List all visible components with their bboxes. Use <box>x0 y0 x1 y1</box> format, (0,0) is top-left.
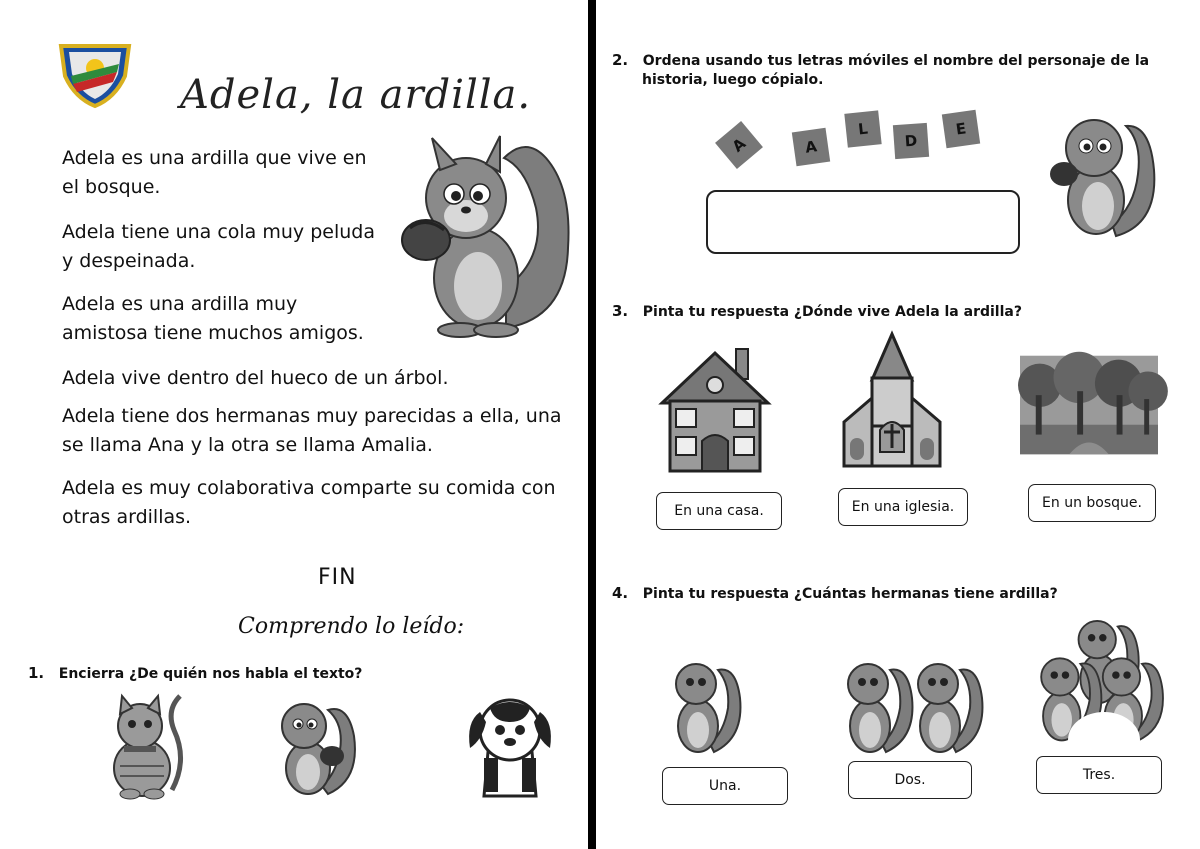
letter-tile[interactable]: E <box>942 110 980 148</box>
story-paragraph-2: Adela tiene una cola muy peluda y despeinada. <box>62 221 375 272</box>
two-squirrels-illustration[interactable] <box>836 648 986 758</box>
question-3-number: 3. <box>612 302 629 320</box>
story-title: Adela, la ardilla. <box>180 72 532 118</box>
option-one-button[interactable]: Una. <box>662 767 788 805</box>
question-1-number: 1. <box>28 664 45 682</box>
story-paragraph-5: Adela tiene dos hermanas muy parecidas a ella, una se llama Ana y la otra se llama Amalia. <box>62 405 562 456</box>
letter-tile[interactable]: D <box>893 123 929 159</box>
question-2-text-line1: Ordena usando tus letras móviles el nombre del personaje de la <box>642 53 1150 69</box>
page-divider <box>588 0 596 849</box>
end-text: FIN <box>318 565 357 590</box>
option-two-button[interactable]: Dos. <box>848 761 972 799</box>
question-4 <box>612 584 1058 602</box>
squirrel-illustration-small <box>1046 100 1156 240</box>
letter-tile[interactable]: A <box>715 121 763 169</box>
comprehension-title: Comprendo lo leído: <box>238 614 465 639</box>
question-4-number: 4. <box>612 584 629 602</box>
question-1-text: Encierra ¿De quién nos habla el texto? <box>58 666 363 682</box>
story-paragraph-1: Adela es una ardilla que vive en el bosque. <box>62 147 367 198</box>
story-paragraph-4: Adela vive dentro del hueco de un árbol. <box>62 367 449 389</box>
dog-illustration[interactable] <box>460 692 560 802</box>
option-church-button[interactable]: En una iglesia. <box>838 488 968 526</box>
question-4-text: Pinta tu respuesta ¿Cuántas hermanas tiene ardilla? <box>642 586 1058 602</box>
school-crest-icon <box>55 38 135 108</box>
left-page <box>0 0 590 849</box>
name-answer-box[interactable] <box>706 190 1020 254</box>
squirrel-option-illustration[interactable] <box>268 690 358 800</box>
house-illustration[interactable] <box>660 345 770 475</box>
letter-tile[interactable]: A <box>792 128 830 166</box>
squirrel-illustration <box>396 128 576 338</box>
question-2 <box>612 50 1172 71</box>
question-1 <box>28 664 362 682</box>
one-squirrel-illustration[interactable] <box>664 648 744 758</box>
story-paragraph-3: Adela es una ardilla muy amistosa tiene muchos amigos. <box>62 293 364 344</box>
letter-tile[interactable]: L <box>844 110 881 147</box>
story-paragraph-6: Adela es muy colaborativa comparte su comida con otras ardillas. <box>62 477 556 528</box>
question-2-number: 2. <box>612 51 629 69</box>
option-house-button[interactable]: En una casa. <box>656 492 782 530</box>
forest-illustration[interactable] <box>1020 354 1158 456</box>
question-2-text-line2: historia, luego cópialo. <box>642 72 824 88</box>
cat-illustration[interactable] <box>100 690 190 800</box>
question-3-text: Pinta tu respuesta ¿Dónde vive Adela la ardilla? <box>642 304 1022 320</box>
option-forest-button[interactable]: En un bosque. <box>1028 484 1156 522</box>
church-illustration[interactable] <box>842 330 942 470</box>
option-three-button[interactable]: Tres. <box>1036 756 1162 794</box>
question-3 <box>612 302 1022 320</box>
